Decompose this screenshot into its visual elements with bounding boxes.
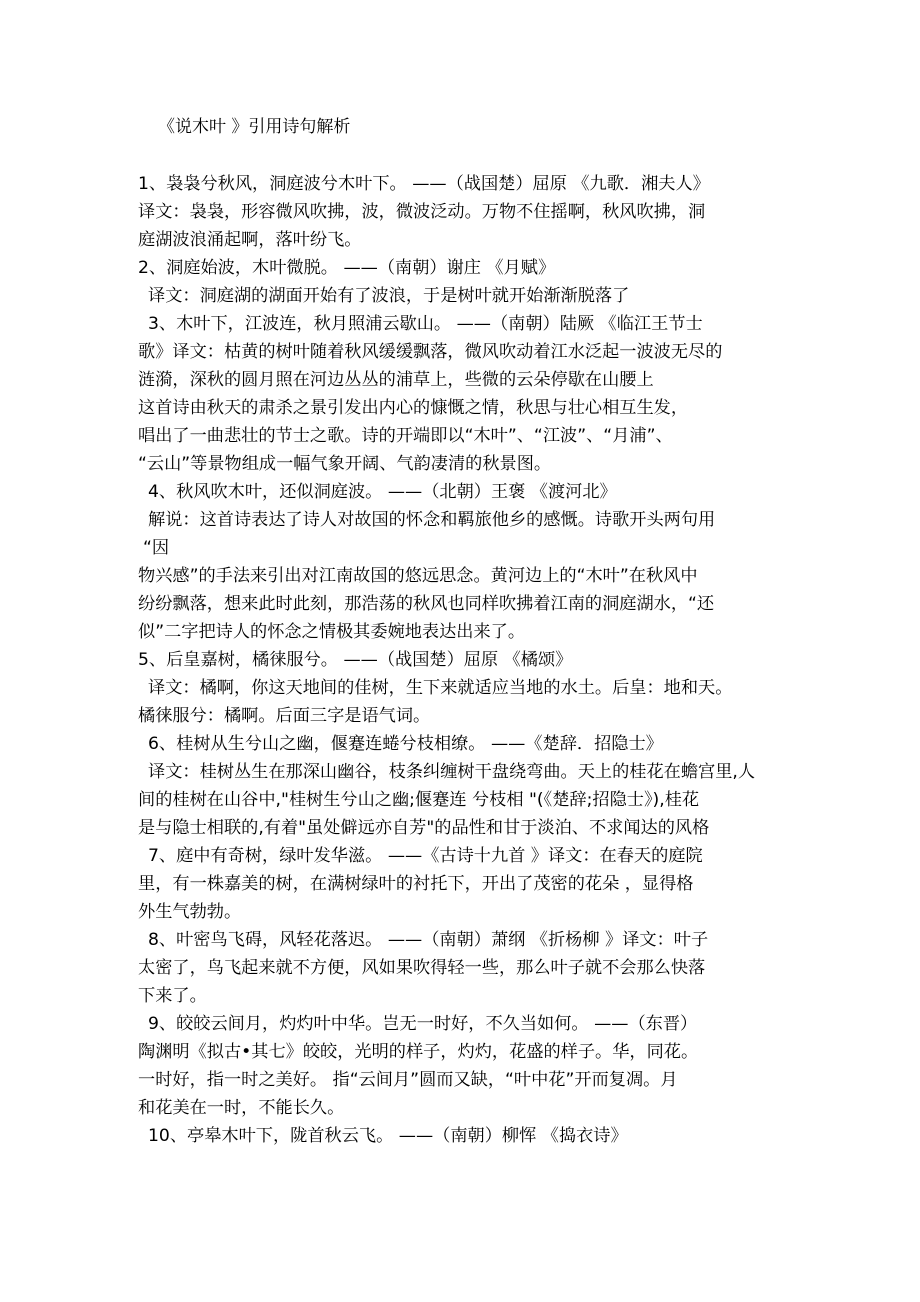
text-line: 译文：桂树丛生在那深山幽谷，枝条纠缠树干盘绕弯曲。天上的桂花在蟾宫里,人 <box>148 762 756 782</box>
text-line: 是与隐士相联的,有着"虽处僻远亦自芳"的品性和甘于淡泊、不求闻达的风格 <box>138 818 710 838</box>
text-line: 下来了。 <box>138 986 207 1006</box>
text-line: 唱出了一曲悲壮的节士之歌。诗的开端即以“木叶”、“江波”、“月浦”、 <box>138 426 673 446</box>
document-title: 《说木叶 》引用诗句解析 <box>158 117 351 137</box>
text-line: 10、亭皋木叶下，陇首秋云飞。 ——（南朝）柳恽 《捣衣诗》 <box>148 1126 628 1146</box>
text-line: 歌》译文：枯黄的树叶随着秋风缓缓飘落，微风吹动着江水泛起一波波无尽的 <box>138 342 723 362</box>
text-line: 9、皎皎云间月，灼灼叶中华。岂无一时好，不久当如何。 ——（东晋） <box>148 1014 698 1034</box>
text-line: 庭湖波浪涌起啊，落叶纷飞。 <box>138 230 362 250</box>
text-line: 译文：橘啊，你这天地间的佳树，生下来就适应当地的水土。后皇：地和天。 <box>148 678 733 698</box>
text-line: 一时好，指一时之美好。 指“云间月”圆而又缺，“叶中花”开而复凋。月 <box>138 1070 678 1090</box>
text-line: 译文：洞庭湖的湖面开始有了波浪，于是树叶就开始渐渐脱落了 <box>148 286 630 306</box>
text-line: 纷纷飘落，想来此时此刻，那浩荡的秋风也同样吹拂着江南的洞庭湖水，“还 <box>138 594 715 614</box>
text-line: 译文：袅袅，形容微风吹拂，波，微波泛动。万物不住摇啊，秋风吹拂，洞 <box>138 202 706 222</box>
text-line: 物兴感”的手法来引出对江南故国的悠远思念。黄河边上的“木叶”在秋风中 <box>138 566 698 586</box>
text-line: 8、叶密鸟飞碍，风轻花落迟。 ——（南朝）萧纲 《折杨柳 》译文：叶子 <box>148 930 709 950</box>
text-line: 7、庭中有奇树，绿叶发华滋。 ——《古诗十九首 》译文：在春天的庭院 <box>148 846 703 866</box>
text-line: 2、洞庭始波，木叶微脱。 ——（南朝）谢庄 《月赋》 <box>138 258 556 278</box>
text-line: 3、木叶下，江波连，秋月照浦云歇山。 ——（南朝）陆厥 《临江王节士 <box>148 314 703 334</box>
text-line: 6、桂树从生兮山之幽，偃蹇连蜷兮枝相缭。 ——《楚辞．招隐士》 <box>148 734 663 754</box>
text-line: 陶渊明《拟古•其七》皎皎，光明的样子，灼灼，花盛的样子。华，同花。 <box>138 1042 699 1062</box>
text-line: “因 <box>143 538 170 558</box>
text-line: “云山”等景物组成一幅气象开阔、气韵凄清的秋景图。 <box>138 454 552 474</box>
text-line: 1、袅袅兮秋风，洞庭波兮木叶下。 ——（战国楚）屈原 《九歌．湘夫人》 <box>138 174 710 194</box>
text-line: 这首诗由秋天的肃杀之景引发出内心的慷慨之情，秋思与壮心相互生发， <box>138 398 689 418</box>
text-line: 似”二字把诗人的怀念之情极其委婉地表达出来了。 <box>138 622 526 642</box>
text-line: 太密了，鸟飞起来就不方便，风如果吹得轻一些，那么叶子就不会那么快落 <box>138 958 706 978</box>
text-line: 涟漪，深秋的圆月照在河边丛丛的浦草上，些微的云朵停歇在山腰上 <box>138 370 654 390</box>
text-line: 间的桂树在山谷中,"桂树生兮山之幽;偃蹇连 兮枝相 "(《楚辞;招隐士》),桂花 <box>138 790 700 810</box>
text-line: 里，有一株嘉美的树，在满树绿叶的衬托下，开出了茂密的花朵 ，显得格 <box>138 874 694 894</box>
text-line: 橘徕服兮：橘啊。后面三字是语气词。 <box>138 706 431 726</box>
text-line: 4、秋风吹木叶，还似洞庭波。 ——（北朝）王褒 《渡河北》 <box>148 482 617 502</box>
text-line: 解说：这首诗表达了诗人对故国的怀念和羁旅他乡的感慨。诗歌开头两句用 <box>148 510 716 530</box>
text-line: 和花美在一时，不能长久。 <box>138 1098 345 1118</box>
text-line: 外生气勃勃。 <box>138 902 242 922</box>
text-line: 5、后皇嘉树，橘徕服兮。 ——（战国楚）屈原 《橘颂》 <box>138 650 573 670</box>
